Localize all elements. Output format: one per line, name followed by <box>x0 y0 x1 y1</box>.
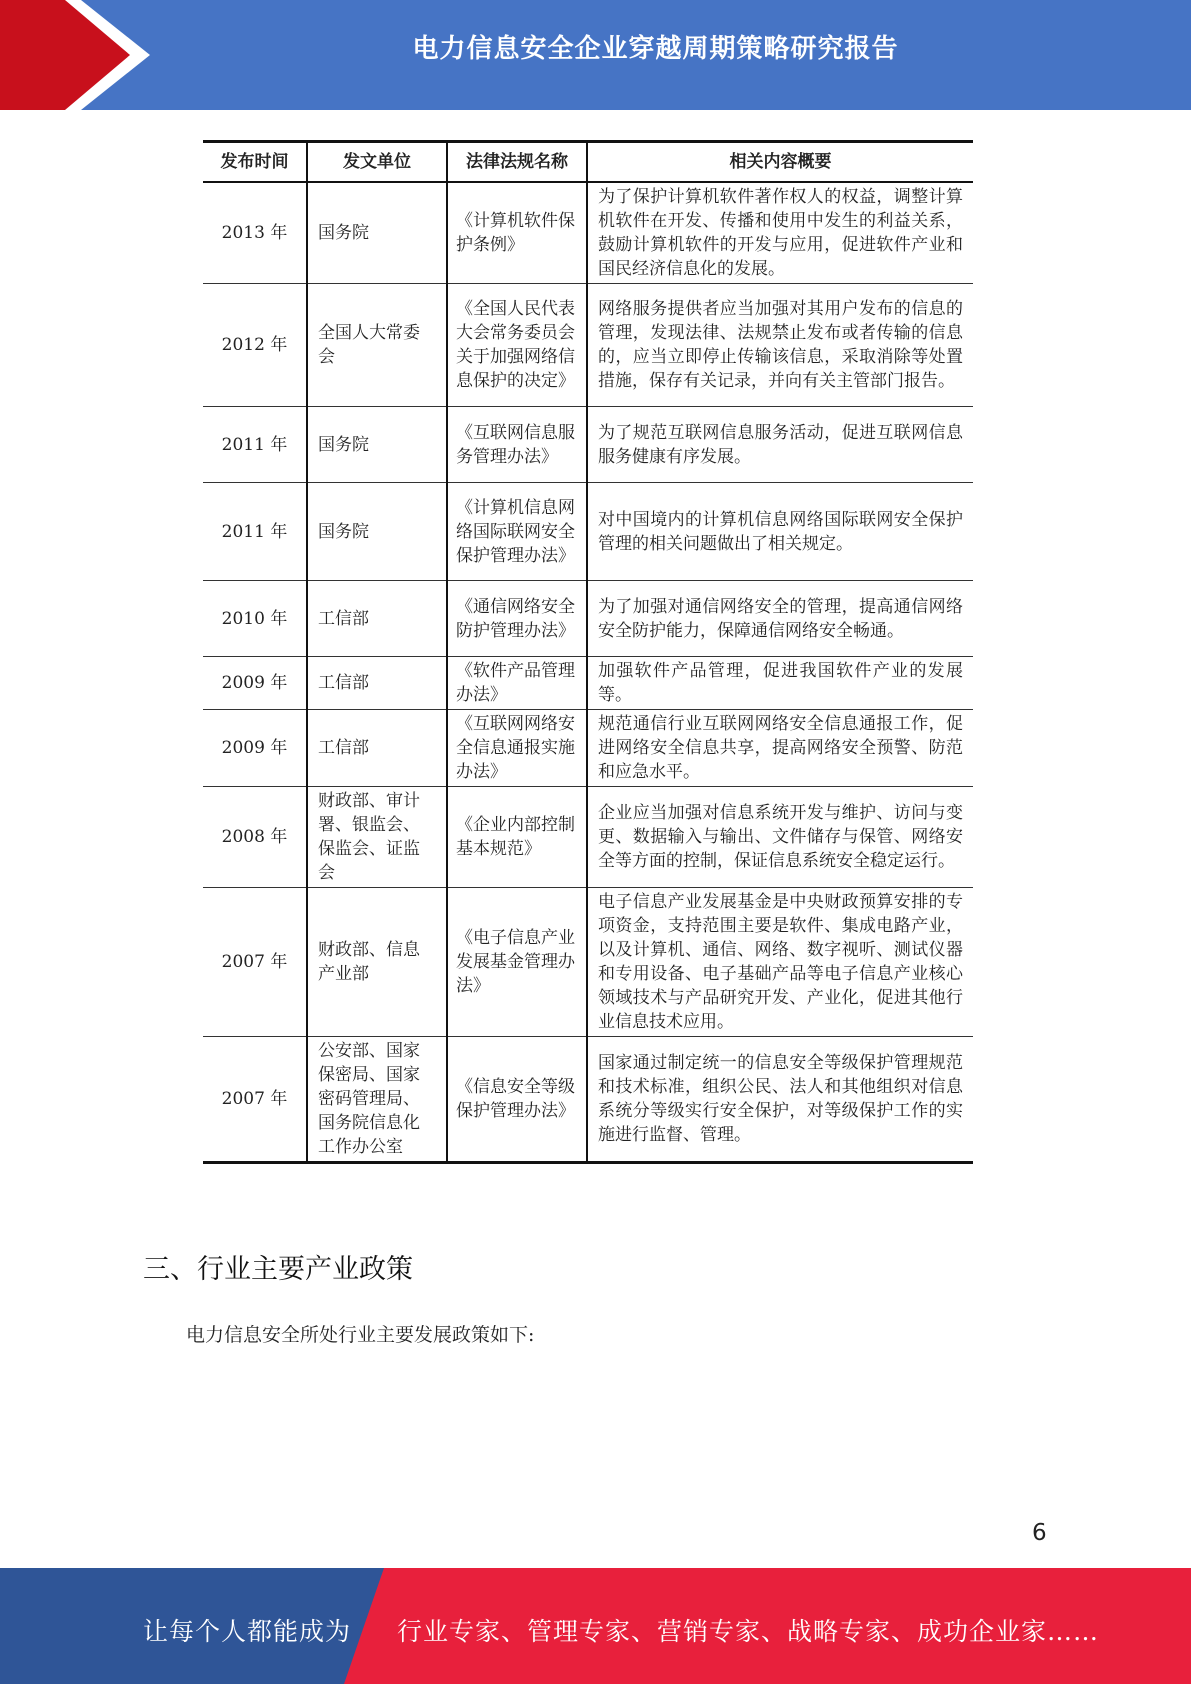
cell-law-name: 《信息安全等级保护管理办法》 <box>447 1037 587 1163</box>
table-row <box>203 710 973 787</box>
cell-law-name: 《通信网络安全防护管理办法》 <box>447 581 587 657</box>
cell-date: 2010 年 <box>203 581 307 657</box>
cell-summary: 对中国境内的计算机信息网络国际联网安全保护管理的相关问题做出了相关规定。 <box>587 483 973 581</box>
report-title: 电力信息安全企业穿越周期策略研究报告 <box>412 34 899 64</box>
table-row <box>203 483 973 581</box>
table-header-row <box>203 142 973 183</box>
column-header-summary: 相关内容概要 <box>587 142 973 183</box>
table-row <box>203 1037 973 1163</box>
cell-summary: 国家通过制定统一的信息安全等级保护管理规范和技术标准，组织公民、法人和其他组织对信息系统分等级实行安全保护，对等级保护工作的实施进行监督、管理。 <box>587 1037 973 1163</box>
cell-issuer: 财政部、信息产业部 <box>307 888 447 1037</box>
cell-issuer: 国务院 <box>307 407 447 483</box>
cell-summary: 企业应当加强对信息系统开发与维护、访问与变更、数据输入与输出、文件储存与保管、网络安全等方面的控制，保证信息系统安全稳定运行。 <box>587 787 973 888</box>
cell-issuer: 国务院 <box>307 483 447 581</box>
cell-summary: 网络服务提供者应当加强对其用户发布的信息的管理，发现法律、法规禁止发布或者传输的信息的，应当立即停止传输该信息，采取消除等处置措施，保存有关记录，并向有关主管部门报告。 <box>587 284 973 407</box>
table-row <box>203 888 973 1037</box>
table-row <box>203 581 973 657</box>
cell-date: 2009 年 <box>203 657 307 710</box>
cell-issuer: 财政部、审计署、银监会、保监会、证监会 <box>307 787 447 888</box>
cell-law-name: 《互联网网络安全信息通报实施办法》 <box>447 710 587 787</box>
cell-law-name: 《电子信息产业发展基金管理办法》 <box>447 888 587 1037</box>
cell-date: 2007 年 <box>203 888 307 1037</box>
table-row <box>203 407 973 483</box>
table-row <box>203 182 973 284</box>
cell-issuer: 工信部 <box>307 657 447 710</box>
column-header-date: 发布时间 <box>203 142 307 183</box>
section-intro-text: 电力信息安全所处行业主要发展政策如下: <box>186 1324 535 1346</box>
cell-date: 2012 年 <box>203 284 307 407</box>
cell-summary: 电子信息产业发展基金是中央财政预算安排的专项资金，支持范围主要是软件、集成电路产业，以及计算机、通信、网络、数字视听、测试仪器和专用设备、电子基础产品等电子信息产业核心领域技术与产品研究开发、产业化，促进其他行业信息技术应用。 <box>587 888 973 1037</box>
cell-date: 2009 年 <box>203 710 307 787</box>
cell-date: 2007 年 <box>203 1037 307 1163</box>
cell-date: 2008 年 <box>203 787 307 888</box>
cell-summary: 为了保护计算机软件著作权人的权益，调整计算机软件在开发、传播和使用中发生的利益关系，鼓励计算机软件的开发与应用，促进软件产业和国民经济信息化的发展。 <box>587 182 973 284</box>
cell-summary: 规范通信行业互联网网络安全信息通报工作，促进网络安全信息共享，提高网络安全预警、防范和应急水平。 <box>587 710 973 787</box>
cell-date: 2013 年 <box>203 182 307 284</box>
cell-law-name: 《全国人民代表大会常务委员会关于加强网络信息保护的决定》 <box>447 284 587 407</box>
cell-date: 2011 年 <box>203 483 307 581</box>
column-header-law-name: 法律法规名称 <box>447 142 587 183</box>
cell-issuer: 全国人大常委会 <box>307 284 447 407</box>
section-heading: 三、行业主要产业政策 <box>143 1254 413 1285</box>
page-number: 6 <box>1032 1520 1047 1546</box>
cell-law-name: 《软件产品管理办法》 <box>447 657 587 710</box>
header-chevron-arrow <box>0 0 142 110</box>
cell-law-name: 《互联网信息服务管理办法》 <box>447 407 587 483</box>
cell-law-name: 《计算机信息网络国际联网安全保护管理办法》 <box>447 483 587 581</box>
cell-summary: 加强软件产品管理，促进我国软件产业的发展等。 <box>587 657 973 710</box>
table-row <box>203 657 973 710</box>
cell-summary: 为了规范互联网信息服务活动，促进互联网信息服务健康有序发展。 <box>587 407 973 483</box>
cell-law-name: 《企业内部控制基本规范》 <box>447 787 587 888</box>
cell-summary: 为了加强对通信网络安全的管理，提高通信网络安全防护能力，保障通信网络安全畅通。 <box>587 581 973 657</box>
cell-law-name: 《计算机软件保护条例》 <box>447 182 587 284</box>
cell-issuer: 国务院 <box>307 182 447 284</box>
cell-issuer: 工信部 <box>307 581 447 657</box>
table-row <box>203 787 973 888</box>
cell-issuer: 工信部 <box>307 710 447 787</box>
table-row <box>203 284 973 407</box>
footer-slogan-right: 行业专家、管理专家、营销专家、战略专家、成功企业家…… <box>397 1617 1100 1646</box>
column-header-issuer: 发文单位 <box>307 142 447 183</box>
footer-slogan-left: 让每个人都能成为 <box>143 1617 352 1646</box>
cell-issuer: 公安部、国家保密局、国家密码管理局、国务院信息化工作办公室 <box>307 1037 447 1163</box>
regulations-table <box>203 140 973 1164</box>
cell-date: 2011 年 <box>203 407 307 483</box>
page-header <box>0 0 1191 110</box>
page-footer <box>0 1568 1191 1684</box>
